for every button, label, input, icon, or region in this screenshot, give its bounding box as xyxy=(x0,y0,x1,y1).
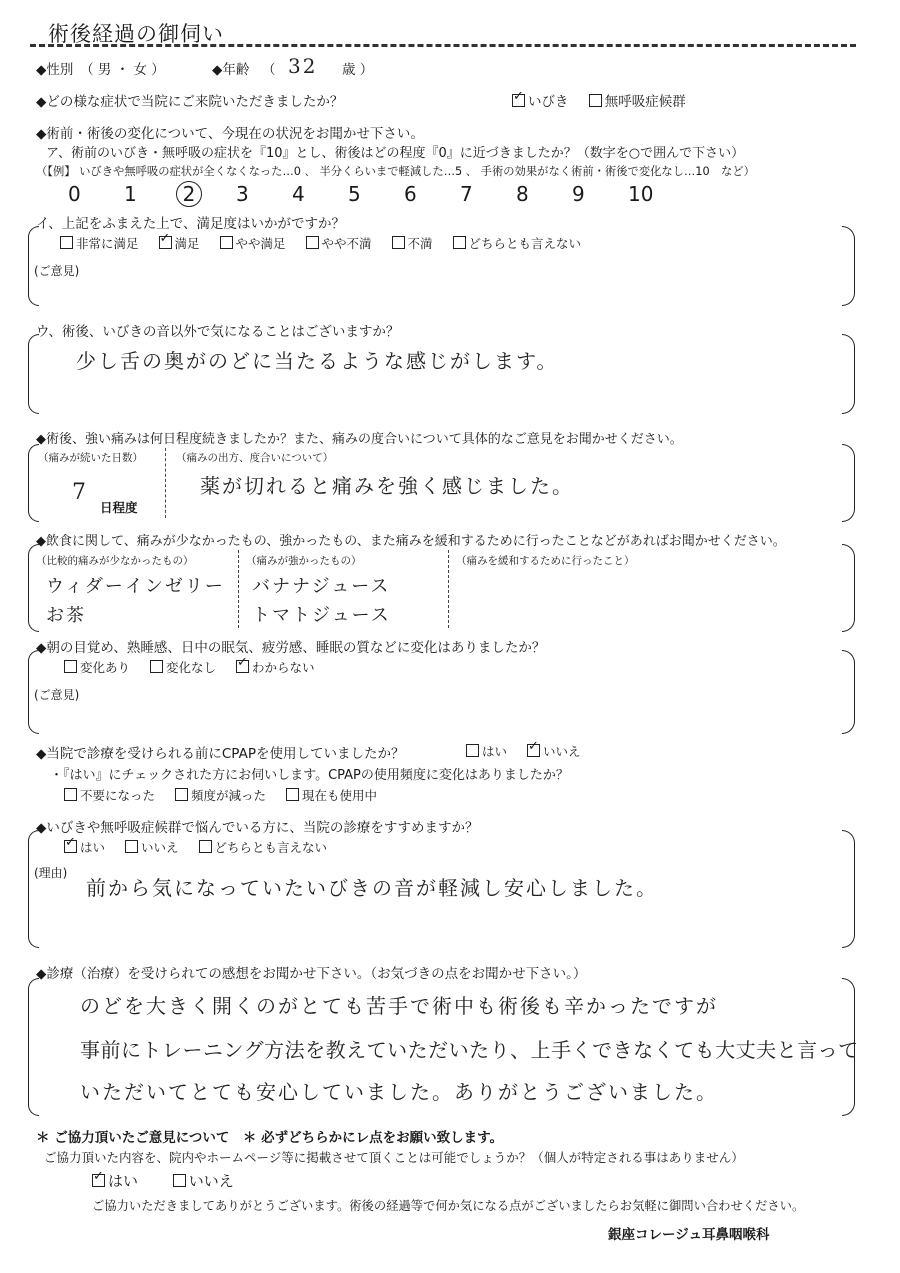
checkbox-icon[interactable] xyxy=(64,788,77,801)
consent-no[interactable]: いいえ xyxy=(173,1170,234,1191)
morning-unknown[interactable]: ✓ わからない xyxy=(236,658,315,676)
cpap-followup: ・『はい』にチェックされた方にお伺いします。CPAPの使用頻度に変化はありましたか？ xyxy=(50,768,569,783)
recommend-options xyxy=(64,838,343,856)
impression-line[interactable]: 事前にトレーニング方法を教えていただいたり、上手くできなくても大丈夫と言って xyxy=(80,1038,859,1062)
scale-option[interactable]: 4 xyxy=(292,182,305,206)
food-col1-line[interactable]: ウィダーインゼリー xyxy=(46,576,225,597)
symptom-option-apnea[interactable]: 無呼吸症候群 xyxy=(589,90,686,110)
cpap-options xyxy=(466,742,597,760)
scale-option[interactable]: 10 xyxy=(628,182,654,206)
symptom-question: ◆どの様な症状で当院にご来院いただきましたか？ xyxy=(36,94,344,110)
gender-field: ◆性別 （ 男 ・ 女 ） xyxy=(36,62,165,78)
pain-days-value[interactable]: 7 xyxy=(72,480,88,505)
scale-option[interactable]: 0 xyxy=(68,182,81,206)
checkbox-icon[interactable] xyxy=(199,840,212,853)
scale-option[interactable]: 3 xyxy=(236,182,249,206)
morning-opinion-label: (ご意見) xyxy=(34,688,80,702)
pain-question: ◆術後、強い痛みは何日程度続きましたか？また、痛みの度合いについて具体的なご意見をお聞かせください。 xyxy=(36,432,683,447)
scale-row xyxy=(68,181,684,207)
pain-days-unit: 日程度 xyxy=(100,500,138,515)
bracket-right xyxy=(842,226,855,306)
scale-option[interactable]: 1 xyxy=(124,182,137,206)
impression-question: ◆診療（治療）を受けられての感想をお聞かせ下さい。（お気づきの点をお聞かせ下さい。） xyxy=(36,966,587,982)
recommend-reason-label: (理由) xyxy=(34,866,68,880)
other-question: ウ、術後、いびきの音以外で気になることはございますか？ xyxy=(36,324,400,340)
checkbox-icon[interactable] xyxy=(60,236,73,249)
pain-detail-answer[interactable]: 薬が切れると痛みを強く感じました。 xyxy=(200,474,574,498)
checkbox-icon[interactable] xyxy=(64,840,77,853)
morning-unchanged[interactable]: 変化なし xyxy=(150,658,216,676)
checkbox-icon[interactable] xyxy=(159,236,172,249)
scale-option[interactable]: 9 xyxy=(572,182,585,206)
morning-changed[interactable]: 変化あり xyxy=(64,658,130,676)
scale-option[interactable]: 7 xyxy=(460,182,473,206)
cpap-less-frequent[interactable]: 頻度が減った xyxy=(175,786,266,804)
food-column-divider xyxy=(448,550,449,628)
symptom-options xyxy=(512,90,702,110)
bracket-left xyxy=(28,830,39,948)
food-question: ◆飲食に関して、痛みが少なかったもの、強かったもの、また痛みを緩和するために行ったことなどがあればお聞かせください。 xyxy=(36,534,786,549)
satisfaction-unsatisfied[interactable]: 不満 xyxy=(392,234,433,252)
other-answer[interactable]: 少し舌の奥がのどに当たるような感じがします。 xyxy=(76,349,559,373)
scale-option[interactable]: 6 xyxy=(404,182,417,206)
checkbox-icon[interactable] xyxy=(64,660,77,673)
age-unit: 歳 ） xyxy=(342,62,374,78)
cpap-no[interactable]: ✓ いいえ xyxy=(527,742,581,760)
food-col1-label: （比較的痛みが少なかったもの） xyxy=(36,555,194,567)
scale-option[interactable]: 8 xyxy=(516,182,529,206)
morning-question: ◆朝の目覚め、熟睡感、日中の眠気、疲労感、睡眠の質などに変化はありましたか？ xyxy=(36,640,546,656)
consent-thanks: ご協力いただきましてありがとうございます。術後の経過等で何か気になる点がございましたらお気軽に御問い合わせください。 xyxy=(92,1199,805,1213)
pain-column-divider xyxy=(165,448,166,518)
satisfaction-very-satisfied[interactable]: 非常に満足 xyxy=(60,234,139,252)
impression-line[interactable]: のどを大きく開くのがとても苦手で術中も術後も辛かったですが xyxy=(80,994,718,1018)
morning-options xyxy=(64,658,331,676)
checkbox-icon[interactable] xyxy=(236,660,249,673)
selected-circle-icon: 2 xyxy=(176,181,202,207)
recommend-question: ◆いびきや無呼吸症候群で悩んでいる方に、当院の診療をすすめますか？ xyxy=(36,820,479,836)
food-col1-line[interactable]: お茶 xyxy=(46,605,86,626)
bracket-right xyxy=(842,444,855,522)
consent-options xyxy=(92,1170,250,1191)
checkbox-icon[interactable] xyxy=(453,236,466,249)
consent-yes[interactable]: ✓はい xyxy=(92,1170,138,1191)
age-value[interactable]: 32 xyxy=(288,54,318,78)
change-heading: ◆術前・術後の変化について、今現在の状況をお聞かせ下さい。 xyxy=(36,126,424,142)
clinic-name: 銀座コレージュ耳鼻咽喉科 xyxy=(608,1227,770,1243)
satisfaction-options xyxy=(60,234,597,252)
checkbox-icon[interactable] xyxy=(286,788,299,801)
checkbox-icon[interactable] xyxy=(150,660,163,673)
bracket-left xyxy=(28,978,39,1116)
satisfaction-somewhat-satisfied[interactable]: やや満足 xyxy=(220,234,286,252)
bracket-right xyxy=(842,334,855,414)
satisfaction-neither[interactable]: どちらとも言えない xyxy=(453,234,582,252)
satisfaction-satisfied[interactable]: ✓ 満足 xyxy=(159,234,200,252)
page-title: 術後経過の御伺い xyxy=(48,22,224,46)
scale-option[interactable]: 5 xyxy=(348,182,361,206)
satisfaction-opinion-label: (ご意見) xyxy=(34,264,80,278)
consent-heading: ＊ ご協力頂いたご意見について ＊ 必ずどちらかにレ点をお願い致します。 xyxy=(36,1130,504,1146)
checkbox-icon[interactable] xyxy=(466,744,479,757)
food-col2-label: （痛みが強かったもの） xyxy=(246,555,362,567)
satisfaction-question: イ、上記をふまえた上で、満足度はいかがですか？ xyxy=(36,216,346,232)
age-label: ◆年齢 xyxy=(212,62,250,78)
bracket-right xyxy=(842,650,855,734)
consent-question: ご協力頂いた内容を、院内やホームページ等に掲載させて頂くことは可能でしょうか？（個人が特定される事はありません） xyxy=(44,1150,744,1165)
recommend-reason-answer[interactable]: 前から気になっていたいびきの音が軽減し安心しました。 xyxy=(86,876,658,900)
checkbox-icon[interactable] xyxy=(125,840,138,853)
checkbox-icon[interactable] xyxy=(392,236,405,249)
cpap-yes[interactable]: はい xyxy=(466,742,507,760)
title-divider xyxy=(30,44,856,47)
checkbox-icon[interactable] xyxy=(220,236,233,249)
impression-line[interactable]: いただいてとても安心していました。ありがとうございました。 xyxy=(80,1080,718,1104)
checkbox-icon[interactable] xyxy=(173,1174,186,1187)
food-column-divider xyxy=(238,550,239,628)
checkbox-icon[interactable] xyxy=(589,94,602,107)
symptom-option-snoring[interactable]: ✓ いびき xyxy=(512,90,569,110)
bracket-right xyxy=(842,544,855,632)
food-col2-line[interactable]: トマトジュース xyxy=(252,605,391,626)
age-open: （ xyxy=(262,62,276,78)
checkbox-icon[interactable] xyxy=(512,94,525,107)
checkbox-icon[interactable] xyxy=(175,788,188,801)
change-question: ア、術前のいびき・無呼吸の症状を『10』とし、術後はどの程度『0』に近づきましたか？（数字を○で囲んで下さい） xyxy=(46,146,745,161)
cpap-not-needed[interactable]: 不要になった xyxy=(64,786,155,804)
recommend-neither[interactable]: どちらとも言えない xyxy=(199,838,328,856)
cpap-question: ◆当院で診療を受けられる前にCPAPを使用していましたか？ xyxy=(36,746,405,762)
bracket-right xyxy=(842,830,855,948)
pain-days-label: （痛みが続いた日数） xyxy=(38,452,143,464)
cpap-followup-options xyxy=(64,786,393,804)
food-col2-line[interactable]: バナナジュース xyxy=(252,576,391,597)
checkbox-icon[interactable] xyxy=(306,236,319,249)
food-col3-label: （痛みを緩和するために行ったこと） xyxy=(456,555,635,567)
satisfaction-somewhat-unsatisfied[interactable]: やや不満 xyxy=(306,234,372,252)
cpap-still-using[interactable]: 現在も使用中 xyxy=(286,786,377,804)
recommend-yes[interactable]: ✓はい xyxy=(64,838,105,856)
recommend-no[interactable]: いいえ xyxy=(125,838,179,856)
change-example: （【例】 いびきや無呼吸の症状が全くなくなった…0 、 半分くらいまで軽減した…5 、 手術の効果がなく術前・術後で変化なし…10 など） xyxy=(36,165,755,178)
checkbox-icon[interactable] xyxy=(527,744,540,757)
bracket-left xyxy=(28,334,39,414)
checkbox-icon[interactable] xyxy=(92,1174,105,1187)
pain-detail-label: （痛みの出方、度合いについて） xyxy=(176,452,334,464)
scale-option[interactable] xyxy=(180,181,236,207)
